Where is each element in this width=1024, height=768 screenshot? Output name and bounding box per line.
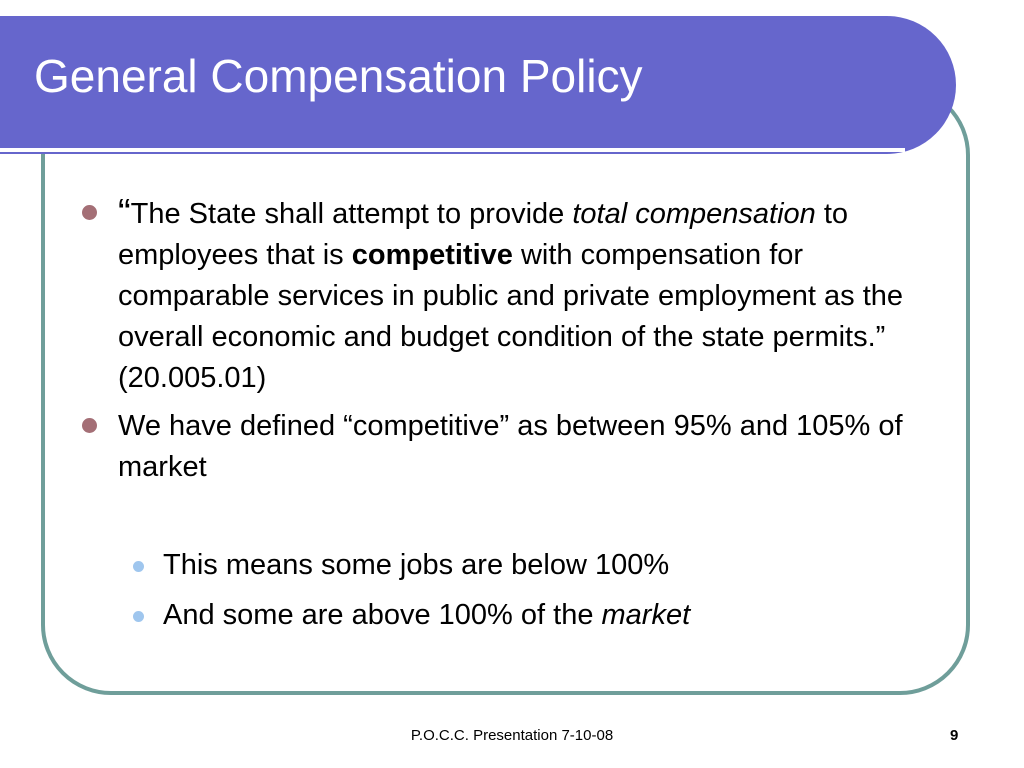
sub-bullet-dot-1 xyxy=(133,561,144,572)
footer-text: P.O.C.C. Presentation 7-10-08 xyxy=(410,727,614,744)
bullet-1-text-b: to employees that is xyxy=(118,198,849,271)
sub-bullet-2-italic: market xyxy=(601,599,691,631)
bullet-dot-1 xyxy=(82,205,97,220)
bullet-dot-2 xyxy=(82,418,97,433)
sub-bullet-dot-2 xyxy=(133,611,144,622)
slide-title: General Compensation Policy xyxy=(34,50,643,102)
bullet-1 xyxy=(118,193,948,399)
bullet-1-text-a: The State shall attempt to provide xyxy=(130,198,573,230)
sub-bullet-1: This means some jobs are below 100% xyxy=(163,549,670,581)
bullet-2: We have defined “competitive” as between 95% and 105% of market xyxy=(118,410,903,483)
bullet-1-bold: competitive xyxy=(351,239,513,271)
sub-bullet-2-text: And some are above 100% of the xyxy=(163,599,602,631)
bullet-1-quote: “ xyxy=(118,192,131,234)
sub-bullet-2 xyxy=(163,595,943,636)
bullet-1-text-c: with compensation for comparable services in public and private employment as the overall economic and budget condition of the state permits.” (20.005.01) xyxy=(118,239,904,394)
page-number: 9 xyxy=(950,727,959,744)
title-underline xyxy=(0,148,905,152)
bullet-1-italic: total compensation xyxy=(572,198,816,230)
